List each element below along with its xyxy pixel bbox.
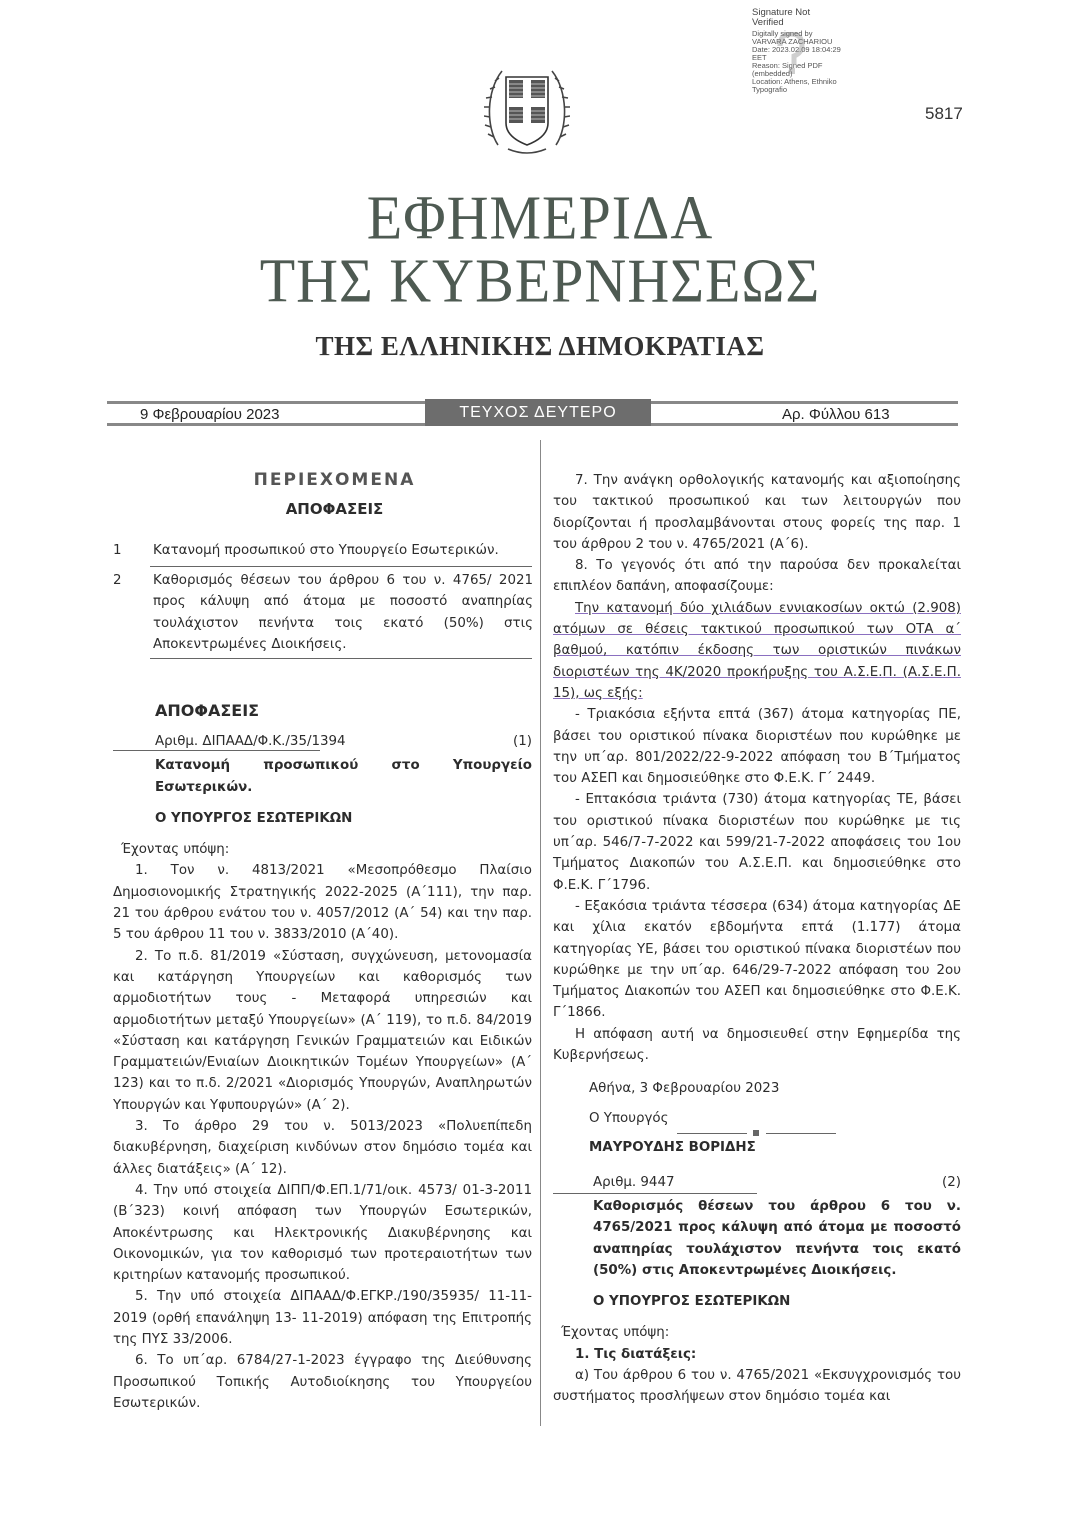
allocation-item: - Εξακόσια τριάντα τέσσερα (634) άτομα κατηγορίας ΔΕ και χίλια εκατόν εβδομήντα επτά (1.177) άτομα κατηγορίας ΥΕ, βάσει του οριστικού πίνακα διοριστέων που κυρώθηκε με την υπ΄αρ. 646/29-7-2022 απόφαση του 2ου Τμήματος Διακοπών του ΑΣΕΠ και δημοσιεύθηκε στο Φ.Ε.Κ. Γ΄1866. [553, 898, 961, 1021]
gazette-title-line1: ΕΦΗΜΕΡΙΔΑ [366, 182, 714, 253]
minister-heading: Ο ΥΠΟΥΡΓΟΣ ΕΣΩΤΕΡΙΚΩΝ [155, 810, 353, 826]
signature-status: Signature Not [752, 7, 811, 18]
considering-label: Έχοντας υπόψη: [121, 842, 230, 858]
gazette-title-line2: ΤΗΣ ΚΥΒΕΡΝΗΣΕΩΣ [259, 245, 821, 316]
signature-line: (embedded) [752, 69, 793, 78]
recital-paragraph: 8. Το γεγονός ότι από την παρούσα δεν προκαλείται επιπλέον δαπάνη, αποφασίζουμε: [553, 558, 961, 595]
toc-item[interactable] [113, 540, 533, 561]
decision-number-row [553, 1172, 961, 1194]
toc-text: Κατανομή προσωπικού στο Υπουργείο Εσωτερικών. [153, 543, 499, 558]
decision-number-underline [553, 1193, 757, 1194]
signature-status-2: Verified [752, 17, 784, 28]
issue-date: 9 Φεβρουαρίου 2023 [140, 406, 280, 423]
allocation-item: - Επτακόσια τριάντα (730) άτομα κατηγορίας ΤΕ, βάσει του οριστικού πίνακα διοριστέων που κυρώθηκε με τις υπ΄αρ. 546/7-7-2022 και 599/21-7-2022 αποφάσεις του 1ου Τμήματος Διακοπών του Α.Σ.Ε.Π. και δημοσιεύθηκε στο Φ.Ε.Κ. Γ΄1796. [553, 792, 961, 893]
considering-label: Έχοντας υπόψη: [561, 1325, 670, 1341]
toc-item[interactable] [113, 570, 533, 655]
recital-paragraph: 1. Τον ν. 4813/2021 «Μεσοπρόθεσμο Πλαίσιο Δημοσιονομικής Στρατηγικής 2022-2025 (Α΄111), την παρ. 21 του άρθρου ενάτου του ν. 4057/2012 (Α΄ 54) και την παρ. 5 του άρθρου 11 του ν. 3833/2010 (Α΄40). [113, 863, 532, 943]
signature-line: Location: Athens, Ethniko [752, 77, 837, 86]
toc-divider [150, 658, 532, 659]
recital-paragraph: 7. Την ανάγκη ορθολογικής κατανομής και αξιοποίησης του τακτικού προσωπικού και των λειτουργών που διορίζονται ή προσλαμβάνονται στους φορείς της παρ. 1 του άρθρου 2 του ν. 4765/2021 (Α΄6). [553, 473, 961, 552]
gazette-subtitle: ΤΗΣ ΕΛΛΗΝΙΚΗΣ ΔΗΜΟΚΡΑΤΙΑΣ [315, 331, 765, 361]
section-separator-right [766, 1133, 836, 1134]
contents-section [107, 470, 532, 521]
decision-number-underline [113, 750, 320, 751]
contents-heading: ΠΕΡΙΕΧΟΜΕΝΑ [253, 470, 416, 490]
coat-of-arms-emblem [484, 57, 570, 157]
provisions-label: 1. Τις διατάξεις: [575, 1346, 697, 1362]
issue-series: ΤΕΥΧΟΣ ΔΕΥΤΕΡΟ [425, 399, 651, 426]
signature-line: Typografio [752, 85, 788, 94]
publish-instruction: Η απόφαση αυτή να δημοσιευθεί στην Εφημερίδα της Κυβερνήσεως. [553, 1026, 961, 1064]
signer-name: ΜΑΥΡΟΥΔΗΣ ΒΟΡΙΔΗΣ [589, 1139, 756, 1155]
recital-paragraph: 6. Το υπ΄αρ. 6784/27-1-2023 έγγραφο της Διεύθυνσης Προσωπικού Τοπικής Αυτοδιοίκησης του Υπουργείου Εσωτερικών. [113, 1353, 532, 1411]
decision-seq: (1) [513, 734, 532, 750]
section-separator-left [677, 1133, 747, 1134]
question-mark-icon [774, 32, 808, 76]
minister-heading: Ο ΥΠΟΥΡΓΟΣ ΕΣΩΤΕΡΙΚΩΝ [593, 1294, 791, 1310]
recital-paragraph: 3. Το άρθρο 29 του ν. 5013/2023 «Πολυεπίπεδη διακυβέρνηση, διαχείριση κινδύνων στον δημόσιο τομέα και άλλες διατάξεις» (Α΄ 12). [113, 1119, 532, 1177]
place-date: Αθήνα, 3 Φεβρουαρίου 2023 [589, 1081, 780, 1097]
toc-number: 1 [113, 543, 122, 558]
recital-paragraph: 5. Την υπό στοιχεία ΔΙΠΑΑΔ/Φ.ΕΓΚΡ./190/35935/ 11-11-2019 (ορθή επανάληψη 13- 11-2019) απόφαση της Επιτροπής της ΠΥΣ 33/2006. [113, 1289, 532, 1348]
column-divider [540, 440, 541, 1426]
decision-title: Κατανομή προσωπικού στο Υπουργείο Εσωτερικών. [155, 758, 532, 795]
contents-subheading: ΑΠΟΦΑΣΕΙΣ [285, 500, 384, 519]
decision-number: Αριθμ. 9447 [593, 1175, 675, 1190]
decision-text: Την κατανομή δύο χιλιάδων εννιακοσίων οκτώ (2.908) ατόμων σε θέσεις τακτικού προσωπικού των ΟΤΑ α΄ βαθμού, κατόπιν έκδοσης των οριστικών πινάκων διοριστέων της 4Κ/2020 προκήρυξης του Α.Σ.Ε.Π. (Α.Σ.Ε.Π. 15), ως εξής: [553, 600, 961, 701]
decision-seq: (2) [942, 1175, 961, 1190]
decision-title: Καθορισμός θέσεων του άρθρου 6 του ν. 4765/2021 προς κάλυψη από άτομα με ποσοστό αναπηρίας τουλάχιστον πενήντα τοις εκατό (50%) στις Αποκεντρωμένες Διοικήσεις. [593, 1199, 961, 1278]
signature-line: EET [752, 53, 767, 62]
toc-number: 2 [113, 573, 122, 588]
signature-line: Date: 2023.02.09 18:04:29 [752, 45, 841, 54]
toc-text: Καθορισμός θέσεων του άρθρου 6 του ν. 4765/ 2021 προς κάλυψη από άτομα με ποσοστό αναπηρίας τουλάχιστον πενήντα τοις εκατό (50%) στις Αποκεντρωμένες Διοικήσεις. [153, 573, 533, 652]
section-separator-square [753, 1130, 759, 1136]
digital-signature-block [752, 8, 862, 94]
recital-paragraph: 2. Το π.δ. 81/2019 «Σύσταση, συγχώνευση, μετονομασία και κατάργηση Υπουργείων και καθορισμός των αρμοδιοτήτων τους - Μεταφορά υπηρεσιών και αρμοδιοτήτων μεταξύ Υπουργείων» (Α΄ 119), το π.δ. 84/2019 «Σύσταση και κατάργηση Γενικών Γραμματειών και Ειδικών Γραμματειών/Ενιαίων Διοικητικών Τομέων Υπουργείων» (Α΄ 123) και το π.δ. 2/2021 «Διορισμός Υπουργών, Αναπληρωτών Υπουργών και Υφυπουργών» (Α΄ 2). [113, 948, 532, 1113]
decision-1-continued [553, 470, 961, 1158]
toc-divider [150, 566, 532, 567]
signer-role: Ο Υπουργός [589, 1110, 669, 1126]
decision-1 [113, 700, 532, 1414]
provision-a: α) Του άρθρου 6 του ν. 4765/2021 «Εκσυγχρονισμός του συστήματος προσλήψεων στον δημόσιο τομέα και [553, 1368, 961, 1405]
signature-line: Reason: Signed PDF [752, 61, 823, 70]
recital-paragraph: 4. Την υπό στοιχεία ΔΙΠΠ/Φ.ΕΠ.1/71/οικ. 4573/ 01-3-2011 (Β΄323) κοινή απόφαση των Υπουργών Εσωτερικών, Αποκέντρωσης και Ηλεκτρονικής Διακυβέρνησης και Οικονομικών, για τον καθορισμό των προτεραιοτήτων των κριτηρίων κατανομής προσωπικού. [113, 1182, 532, 1284]
page-number: 5817 [925, 104, 963, 123]
decisions-heading: ΑΠΟΦΑΣΕΙΣ [155, 701, 260, 720]
sheet-number: Αρ. Φύλλου 613 [782, 406, 890, 423]
decision-2 [553, 1172, 961, 1408]
allocation-item: - Τριακόσια εξήντα επτά (367) άτομα κατηγορίας ΠΕ, βάσει του οριστικού πίνακα διοριστέων που κυρώθηκε με την υπ΄αρ. 801/2022/22-9-2022 απόφαση του Β΄Τμήματος του ΑΣΕΠ και δημοσιεύθηκε στο Φ.Ε.Κ. Γ΄ 2449. [553, 707, 961, 787]
decision-number: Αριθμ. ΔΙΠΑΑΔ/Φ.Κ./35/1394 [155, 734, 346, 750]
signature-line: VARVARA ZACHARIOU [752, 37, 833, 46]
signature-line: Digitally signed by [752, 29, 813, 38]
